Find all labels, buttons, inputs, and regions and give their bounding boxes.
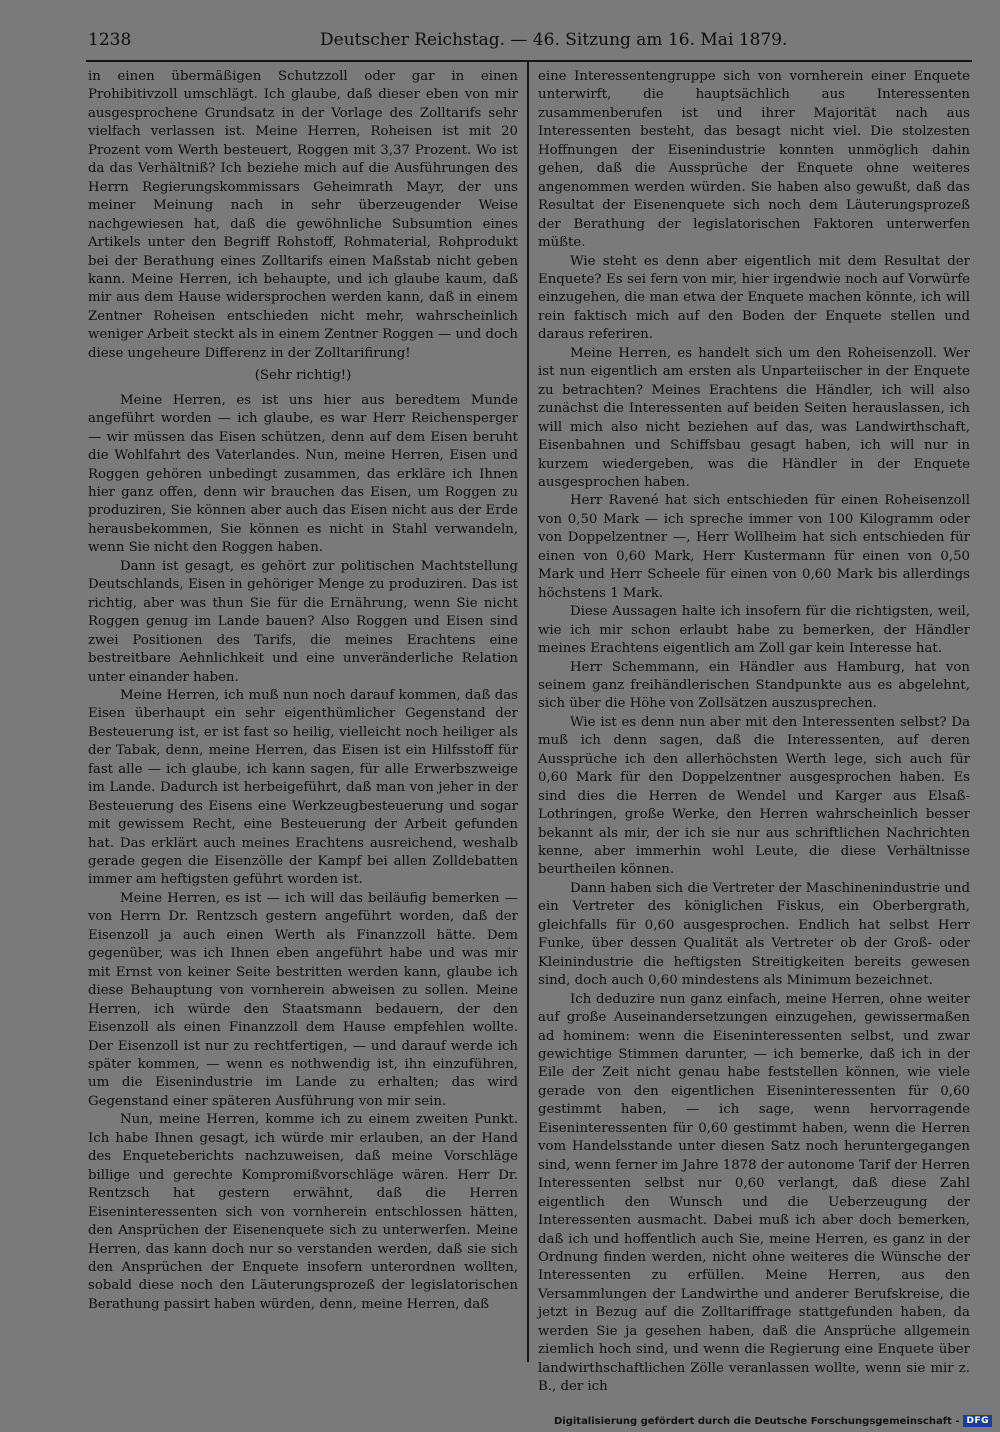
footer-credit: Digitalisierung gefördert durch die Deutsche Forschungsgemeinschaft -: [553, 1415, 960, 1427]
paragraph: Dann ist gesagt, es gehört zur politischen Machtstellung Deutschlands, Eisen in gehöriger Menge zu produziren. Das ist richtig, aber was thun Sie für die Ernährung, wenn Sie nicht Roggen genug im Lande bauen? Also Roggen und Eisen sind zwei Positionen des Tarifs, die meines Erachtens eine bestreitbare Aehnlichkeit und eine unveränderliche Relation unter einander haben.: [88, 558, 518, 685]
column-divider: [527, 62, 529, 1362]
left-column: [88, 68, 518, 1314]
paragraph: Wie ist es denn nun aber mit den Interessenten selbst? Da muß ich denn sagen, daß die Interessenten, auf deren Aussprüche ich den allerhöchsten Werth lege, sich auch für 0,60 Mark für den Doppelzentner ausgesprochen haben. Es sind dies die Herren de Wendel und Karger aus Elsaß-Lothringen, große Werke, den Herren wahrscheinlich besser bekannt als mir, der ich sie nur aus schriftlichen Nachrichten kenne, aber immerhin wohl Leute, die diese Verhältnisse beurtheilen können.: [538, 714, 970, 878]
running-title: Deutscher Reichstag. — 46. Sitzung am 16. Mai 1879.: [320, 30, 788, 50]
paragraph: Meine Herren, es ist — ich will das beiläufig bemerken — von Herrn Dr. Rentzsch gestern angeführt worden, daß der Eisenzoll ja auch einen Werth als Finanzzoll hätte. Dem gegenüber, was ich Ihnen eben angeführt habe und was mir mit Ernst von keiner Seite bestritten werden kann, glaube ich diese Behauptung von vornherein abweisen zu sollen. Meine Herren, ich würde den Staatsmann bedauern, der den Eisenzoll als einen Finanzzoll dem Hause empfehlen wollte. Der Eisenzoll ist nur zu rechtfertigen, — und darauf werde ich später kommen, — wenn es nothwendig ist, ihn einzuführen, um die Eisenindustrie im Lande zu erhalten; das wird Gegenstand einer späteren Ausführung von mir sein.: [88, 890, 518, 1109]
paragraph: Ich deduzire nun ganz einfach, meine Herren, ohne weiter auf große Auseinandersetzungen einzugehen, gewissermaßen ad hominem: wenn die Eiseninteressenten selbst, und zwar gewichtige Stimmen darunter, — ich bemerke, daß ich in der Eile der Zeit nicht genau habe feststellen können, wie viele gerade von den eigentlichen Eiseninteressenten für 0,60 gestimmt haben, — ich sage, wenn hervorragende Eiseninteressenten für 0,60 gestimmt haben, wenn die Herren vom Handelsstande unter diesen Satz noch heruntergegangen sind, wenn ferner im Jahre 1878 der autonome Tarif der Herren Interessenten selbst nur 0,60 verlangt, daß diese Zahl eigentlich den Wunsch und die Ueberzeugung der Interessenten ausmacht. Dabei muß ich aber doch bemerken, daß ich und hoffentlich auch Sie, meine Herren, es ganz in der Ordnung finden werden, nicht ohne weiteres die Wünsche der Interessenten zu erfüllen. Meine Herren, aus den Versammlungen der Landwirthe und anderer Berufskreise, die jetzt in Bezug auf die Zolltariffrage stattgefunden haben, da werden Sie ja gesehen haben, daß die Ansprüche allgemein ziemlich hoch sind, und wenn die Regierung eine Enquete über landwirthschaftlichen Zölle veranlassen wollte, wenn sie mir z. B., der ich: [538, 991, 970, 1395]
paragraph: Diese Aussagen halte ich insofern für die richtigsten, weil, wie ich mir schon erlaubt habe zu bemerken, der Händler meines Erachtens eigentlich am Zoll gar kein Interesse hat.: [538, 604, 970, 657]
page-number: 1238: [88, 30, 132, 50]
dfg-logo: DFG: [963, 1415, 992, 1427]
right-column: [538, 68, 970, 1397]
paragraph: Meine Herren, es ist uns hier aus beredtem Munde angeführt worden — ich glaube, es war Herr Reichensperger — wir müssen das Eisen schützen, denn auf dem Eisen beruht die Wohlfahrt des Vaterlandes. Nun, meine Herren, Eisen und Roggen gehören unbedingt zusammen, das erkläre ich Ihnen hier ganz offen, denn wir brauchen das Eisen, um Roggen zu produziren, Sie können aber auch das Eisen nicht aus der Erde herausbekommen, Sie können es nicht in Stahl verwandeln, wenn Sie nicht den Roggen haben.: [88, 392, 518, 556]
page-header: [88, 30, 972, 60]
paragraph: Wie steht es denn aber eigentlich mit dem Resultat der Enquete? Es sei fern von mir, hier irgendwie noch auf Vorwürfe einzugehen, die man etwa der Enquete machen könnte, ich will rein faktisch mich auf den Boden der Enquete stellen und daraus referiren.: [538, 253, 970, 343]
footer: [554, 1413, 992, 1429]
header-rule: [86, 60, 972, 62]
paragraph: eine Interessentengruppe sich von vornherein einer Enquete unterwirft, die hauptsächlich aus Interessenten zusammenberufen ist und ihrer Majorität nach aus Interessenten besteht, das besagt nicht viel. Die stolzesten Hoffnungen der Eisenindustrie konnten unmöglich dahin gehen, daß die Aussprüche der Enquete ohne weiteres angenommen werden würden. Sie haben also gewußt, daß das Resultat der Eisenenquete sich noch dem Läuterungsprozeß der Berathung der legislatorischen Faktoren unterwerfen müßte.: [538, 69, 970, 251]
paragraph: Herr Schemmann, ein Händler aus Hamburg, hat von seinem ganz freihändlerischen Standpunkte aus es abgelehnt, sich über die Höhe von Zollsätzen auszusprechen.: [538, 659, 970, 712]
paragraph: Meine Herren, ich muß nun noch darauf kommen, daß das Eisen überhaupt ein sehr eigenthümlicher Gegenstand der Besteuerung ist, er ist fast so heilig, vielleicht noch heiliger als der Tabak, denn, meine Herren, das Eisen ist ein Hilfsstoff für fast alle — ich glaube, ich kann sagen, für alle Erwerbszweige im Lande. Dadurch ist herbeigeführt, daß man von jeher in der Besteuerung des Eisens eine Werkzeugbesteuerung und sogar mit gewissem Recht, eine Besteuerung der Arbeit gefunden hat. Das erklärt auch meines Erachtens ausreichend, weshalb gerade gegen die Eisenzölle der Kampf bei allen Zolldebatten immer am heftigsten geführt worden ist.: [88, 687, 518, 888]
interjection: (Sehr richtig!): [254, 368, 352, 384]
paragraph: Nun, meine Herren, komme ich zu einem zweiten Punkt. Ich habe Ihnen gesagt, ich würde mir erlauben, an der Hand des Enqueteberichts nachzuweisen, daß meine Vorschläge billige und gerechte Kompromißvorschläge wären. Herr Dr. Rentzsch hat gestern erwähnt, daß die Herren Eiseninteressenten sich von vornherein entschlossen hätten, den Ansprüchen der Eisenenquete sich zu unterwerfen. Meine Herren, das kann doch nur so verstanden werden, daß sie sich den Ansprüchen der Enquete insofern unterordnen wollten, sobald diese noch den Läuterungsprozeß der legislatorischen Berathung passirt haben würden, denn, meine Herren, daß: [88, 1112, 518, 1312]
paragraph: Herr Ravené hat sich entschieden für einen Roheisenzoll von 0,50 Mark — ich spreche immer von 100 Kilogramm oder von Doppelzentner —, Herr Wollheim hat sich entschieden für einen von 0,60 Mark, Herr Kustermann für einen von 0,50 Mark und Herr Scheele für einen von 0,60 Mark bis allerdings höchstens 1 Mark.: [538, 493, 970, 601]
paragraph: in einen übermäßigen Schutzzoll oder gar in einen Prohibitivzoll umschlägt. Ich glaube, daß dieser eben von mir ausgesprochene Grundsatz in der Vorlage des Zolltarifs sehr vielfach verlassen ist. Meine Herren, Roheisen ist mit 20 Prozent vom Werth besteuert, Roggen mit 3,37 Prozent. Wo ist da das Verhältniß? Ich beziehe mich auf die Ausführungen des Herrn Regierungskommissars Geheimrath Mayr, der uns meiner Meinung nach in sehr überzeugender Weise nachgewiesen hat, daß die gewöhnliche Subsumtion eines Artikels unter den Begriff Rohstoff, Rohmaterial, Rohprodukt bei der Berathung eines Zolltarifs einen Maßstab nicht geben kann. Meine Herren, ich behaupte, und ich glaube kaum, daß mir aus dem Hause widersprochen werden kann, daß in einem Zentner Roheisen entschieden nicht mehr, wahrscheinlich weniger Arbeit steckt als in einem Zentner Roggen — und doch diese ungeheure Differenz in der Zolltarifirung!: [88, 69, 518, 361]
paragraph: Dann haben sich die Vertreter der Maschinenindustrie und ein Vertreter des königlichen Fiskus, ein Oberbergrath, gleichfalls für 0,60 ausgesprochen. Endlich hat selbst Herr Funke, über dessen Qualität als Vertreter ob der Groß- oder Kleinindustrie die heftigsten Streitigkeiten bereits gewesen sind, doch auch 0,60 mindestens als Minimum bezeichnet.: [538, 880, 970, 989]
paragraph: Meine Herren, es handelt sich um den Roheisenzoll. Wer ist nun eigentlich am ersten als Unparteiischer in der Enquete zu betrachten? Meines Erachtens die Händler, ich will also zunächst die Interessenten auf beiden Seiten herauslassen, ich will mich also nicht beziehen auf das, was Landwirthschaft, Eisenbahnen und Schiffsbau gesagt haben, ich will nur in kurzem wiedergeben, was die Händler in der Enquete ausgesprochen haben.: [538, 345, 970, 490]
